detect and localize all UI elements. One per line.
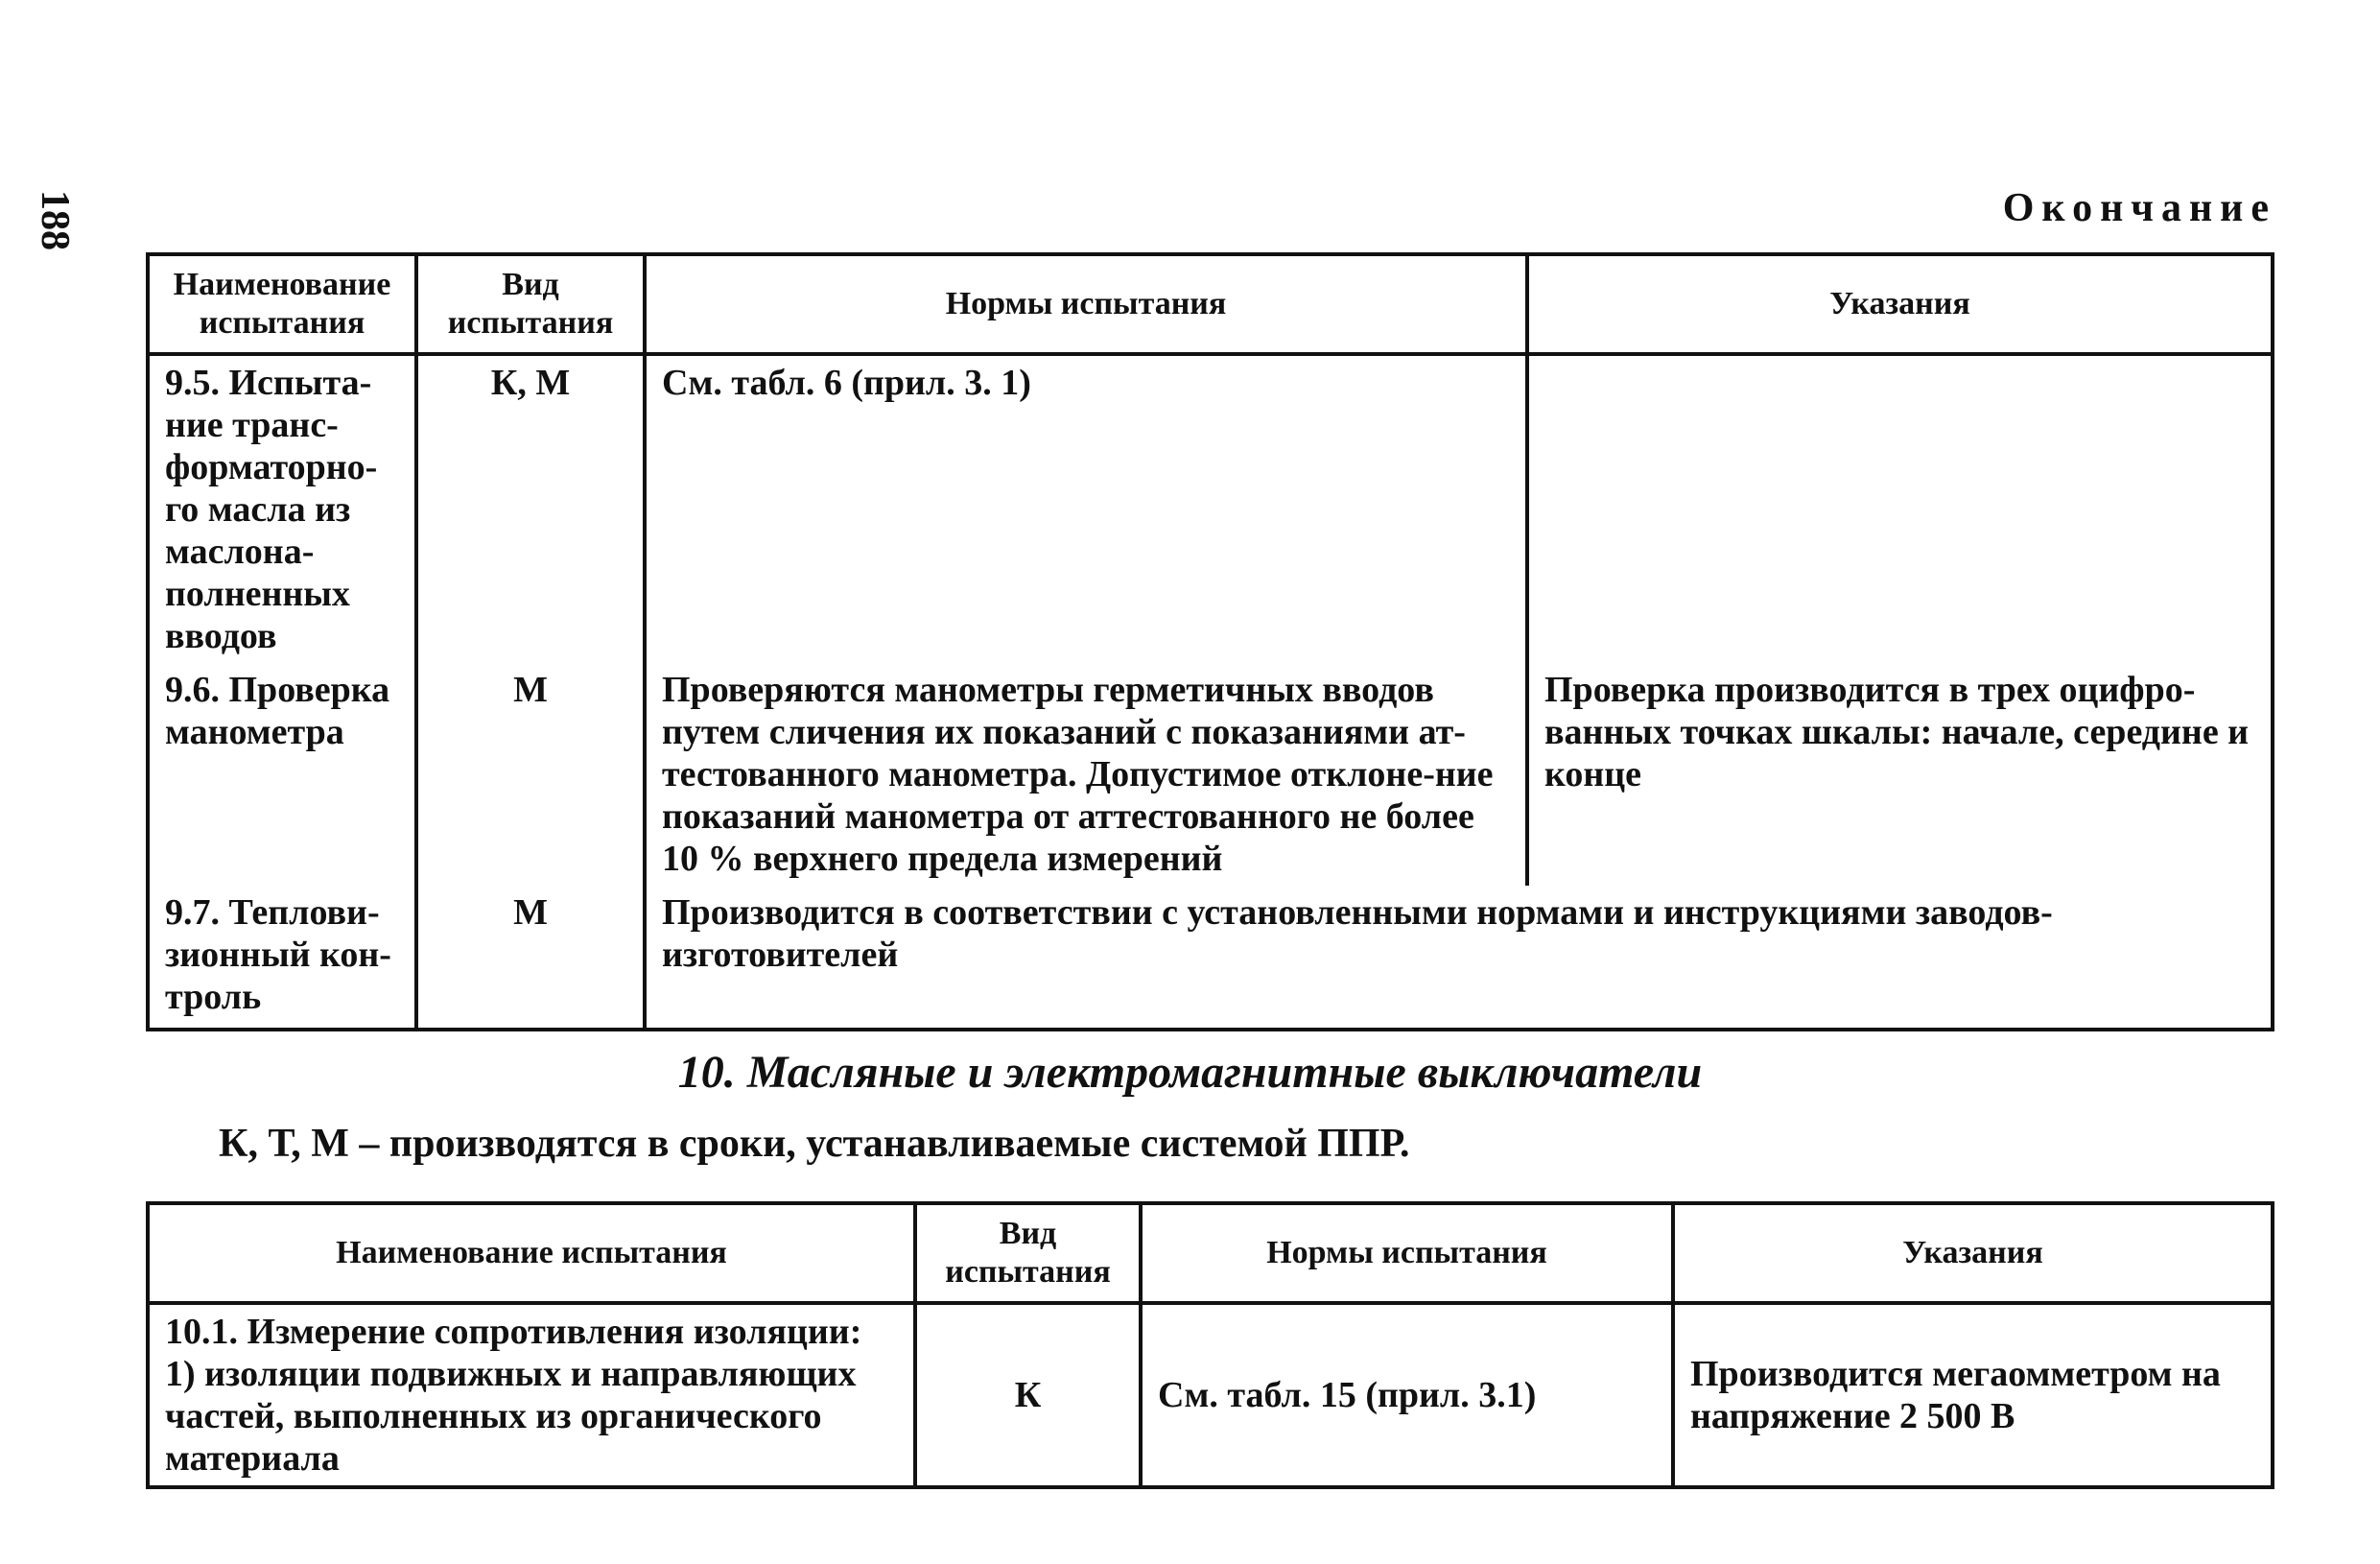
header-test-norms: Нормы испытания	[1141, 1203, 1673, 1303]
cell-norms: Проверяются манометры герметичных вводов путем сличения их показаний с показаниями ат-тестованного манометра. Допустимое отклоне-ние показаний манометра от аттестованного не более 10 % верхнего предела измерений	[645, 663, 1527, 886]
page-number: 188	[33, 190, 77, 250]
cell-name: 10.1. Измерение сопротивления изоляции: 1) изоляции подвижных и направляющих частей, выполненных из органического материала	[148, 1303, 915, 1487]
continuation-label: Окончание	[2002, 186, 2276, 230]
cell-notes: Производится мегаомметром на напряжение 2 500 В	[1673, 1303, 2273, 1487]
cell-type: К, М	[416, 354, 645, 663]
table-row	[148, 354, 2273, 663]
cell-norms: См. табл. 15 (прил. 3.1)	[1141, 1303, 1673, 1487]
header-test-notes: Указания	[1527, 254, 2273, 354]
table-tests-continuation	[146, 252, 2274, 1031]
header-test-type: Вид испытания	[915, 1203, 1141, 1303]
cell-notes: Проверка производится в трех оцифро-ванных точках шкалы: начале, середине и конце	[1527, 663, 2273, 886]
cell-norms: См. табл. 6 (прил. 3. 1)	[645, 354, 1527, 663]
cell-name: 9.6. Проверка манометра	[148, 663, 416, 886]
section-title: 10. Масляные и электромагнитные выключатели	[677, 1047, 1703, 1098]
header-test-name: Наименование испытания	[148, 254, 416, 354]
table-row	[148, 663, 2273, 886]
cell-name: 9.7. Теплови-зионный кон-троль	[148, 886, 416, 1030]
header-test-norms: Нормы испытания	[645, 254, 1527, 354]
header-test-notes: Указания	[1673, 1203, 2273, 1303]
header-test-name: Наименование испытания	[148, 1203, 915, 1303]
cell-norms-notes: Производится в соответствии с установленными нормами и инструкциями заводов-изготовителей	[645, 886, 2273, 1030]
cell-type: М	[416, 663, 645, 886]
header-test-type: Вид испытания	[416, 254, 645, 354]
cell-name: 9.5. Испыта-ние транс-форматорно-го масла из маслона-полненных вводов	[148, 354, 416, 663]
table-row	[148, 1303, 2273, 1487]
section-intro: К, Т, М – производятся в сроки, устанавливаемые системой ППР.	[219, 1122, 1410, 1166]
cell-type: М	[416, 886, 645, 1030]
cell-notes	[1527, 354, 2273, 663]
table-row	[148, 886, 2273, 1030]
table-oil-breakers	[146, 1201, 2274, 1489]
cell-type: К	[915, 1303, 1141, 1487]
